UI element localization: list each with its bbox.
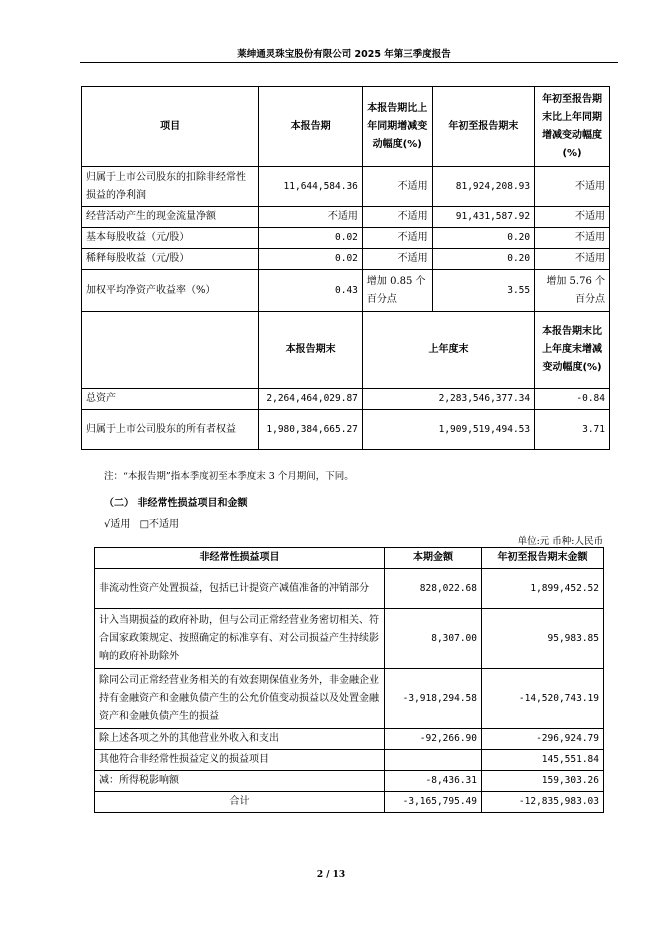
cell-value: 91,431,587.92 <box>432 207 535 228</box>
cell-value: 0.02 <box>259 228 363 249</box>
table-note: 注：“本报告期”指本季度初至本季度末 3 个月期间，下同。 <box>104 471 354 482</box>
cell-value: 8,307.00 <box>385 609 482 669</box>
table-row <box>82 228 610 249</box>
cell-value: 0.20 <box>432 249 535 270</box>
row-label: 计入当期损益的政府补助，但与公司正常经营业务密切相关、符合国家政策规定、按照确定的标准享有、对公司损益产生持续影响的政府补助除外 <box>95 609 385 669</box>
cell-value: 81,924,208.93 <box>432 167 535 207</box>
column-header: 非经常性损益项目 <box>95 548 385 569</box>
row-label: 除上述各项之外的其他营业外收入和支出 <box>95 729 385 750</box>
column-header: 上年度末 <box>362 312 534 389</box>
cell-value: -3,165,795.49 <box>385 792 482 813</box>
row-label: 基本每股收益（元/股） <box>82 228 259 249</box>
row-label: 除同公司正常经营业务相关的有效套期保值业务外，非金融企业持有金融资产和金融负债产生的公允价值变动损益以及处置金融资产和金融负债产生的损益 <box>95 669 385 729</box>
table-row <box>95 569 604 609</box>
row-label: 减：所得税影响额 <box>95 771 385 792</box>
section-title: （二） 非经常性损益项目和金额 <box>104 498 248 509</box>
cell-value: 159,303.26 <box>482 771 604 792</box>
row-label: 加权平均净资产收益率（%） <box>82 270 259 312</box>
cell-value: 2,264,464,029.87 <box>259 389 363 410</box>
column-header: 年初至报告期末 <box>432 87 535 167</box>
cell-value: 95,983.85 <box>482 609 604 669</box>
cell-value: 0.02 <box>259 249 363 270</box>
cell-value <box>385 750 482 771</box>
cell-value: -92,266.90 <box>385 729 482 750</box>
page-number: 2 / 13 <box>316 870 346 880</box>
row-label: 总资产 <box>82 389 259 410</box>
cell-value: 0.20 <box>432 228 535 249</box>
table-row <box>95 750 604 771</box>
table-header-row <box>95 548 604 569</box>
unchecked-option: □不适用 <box>139 519 180 530</box>
cell-value: 不适用 <box>362 167 432 207</box>
cell-value: 3.55 <box>432 270 535 312</box>
cell-value: 不适用 <box>259 207 363 228</box>
header-divider <box>80 62 618 63</box>
column-header: 项目 <box>82 87 259 167</box>
cell-value: 1,980,384,665.27 <box>259 410 363 450</box>
cell-value: 828,022.68 <box>385 569 482 609</box>
table-header-row <box>82 87 610 167</box>
row-label: 合计 <box>95 792 385 813</box>
cell-value: 11,644,584.36 <box>259 167 363 207</box>
cell-value: 不适用 <box>362 207 432 228</box>
column-header: 本报告期 <box>259 87 363 167</box>
row-label: 归属于上市公司股东的扣除非经常性损益的净利润 <box>82 167 259 207</box>
row-label: 其他符合非经常性损益定义的损益项目 <box>95 750 385 771</box>
cell-value: 1,899,452.52 <box>482 569 604 609</box>
cell-value: -8,436.31 <box>385 771 482 792</box>
cell-value: 不适用 <box>535 167 610 207</box>
cell-value: 不适用 <box>362 228 432 249</box>
cell-value: 3.71 <box>535 410 610 450</box>
column-header: 本报告期比上年同期增减变动幅度(%) <box>362 87 432 167</box>
cell-value: 2,283,546,377.34 <box>362 389 534 410</box>
cell-value: 不适用 <box>535 207 610 228</box>
table-row <box>82 207 610 228</box>
column-header: 本报告期末比上年度末增减变动幅度(%) <box>535 312 610 389</box>
table-row <box>82 167 610 207</box>
column-header: 本报告期末 <box>259 312 363 389</box>
cell-value: 增加 5.76 个百分点 <box>535 270 610 312</box>
table-row <box>82 270 610 312</box>
table-total-row <box>95 792 604 813</box>
applicability-checkbox <box>104 515 179 530</box>
cell-value: -14,520,743.19 <box>482 669 604 729</box>
row-label: 经营活动产生的现金流量净额 <box>82 207 259 228</box>
row-label: 非流动性资产处置损益，包括已计提资产减值准备的冲销部分 <box>95 569 385 609</box>
table-row <box>82 389 610 410</box>
row-label: 稀释每股收益（元/股） <box>82 249 259 270</box>
table-subheader-row <box>82 312 610 389</box>
cell-value: 不适用 <box>535 249 610 270</box>
checked-option: √适用 <box>104 519 131 530</box>
table-row <box>82 410 610 450</box>
unit-label: 单位:元 币种:人民币 <box>517 536 603 547</box>
report-header: 莱绅通灵珠宝股份有限公司 2025 年第三季度报告 <box>237 49 451 60</box>
column-header: 本期金额 <box>385 548 482 569</box>
cell-value: -0.84 <box>535 389 610 410</box>
table-row <box>95 669 604 729</box>
column-header: 年初至报告期末比上年同期增减变动幅度(%) <box>535 87 610 167</box>
row-label: 归属于上市公司股东的所有者权益 <box>82 410 259 450</box>
cell-value: -296,924.79 <box>482 729 604 750</box>
column-header <box>82 312 259 389</box>
column-header: 年初至报告期末金额 <box>482 548 604 569</box>
cell-value: -12,835,983.03 <box>482 792 604 813</box>
cell-value: 145,551.84 <box>482 750 604 771</box>
financial-indicators-table <box>81 86 610 450</box>
table-row <box>95 771 604 792</box>
cell-value: 不适用 <box>362 249 432 270</box>
cell-value: 增加 0.85 个百分点 <box>362 270 432 312</box>
cell-value: 1,909,519,494.53 <box>362 410 534 450</box>
cell-value: 不适用 <box>535 228 610 249</box>
table-row <box>95 609 604 669</box>
cell-value: 0.43 <box>259 270 363 312</box>
table-row <box>82 249 610 270</box>
table-row <box>95 729 604 750</box>
cell-value: -3,918,294.58 <box>385 669 482 729</box>
non-recurring-items-table <box>94 547 604 813</box>
